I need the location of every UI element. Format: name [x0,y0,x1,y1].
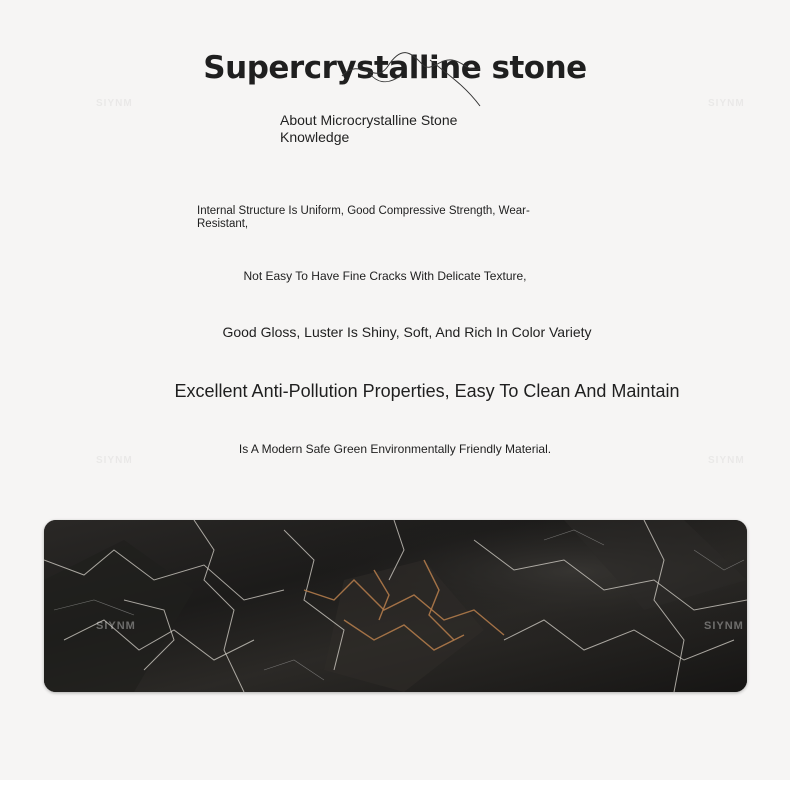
watermark-logo: SIYNM [708,98,745,109]
watermark-logo: SIYNM [96,455,133,466]
bottom-divider [0,780,790,786]
marble-stone-image [44,520,747,692]
watermark-logo: SIYNM [708,455,745,466]
feature-eco: Is A Modern Safe Green Environmentally Friendly Material. [238,442,552,456]
watermark-logo: SIYNM [96,98,133,109]
page-subtitle: About Microcrystalline Stone Knowledge [280,112,458,145]
watermark-logo: SIYNM [96,620,136,632]
feature-cracks-text: Not Easy To Have Fine Cracks With Delicate Texture, [243,269,527,283]
feature-anti-pollution-text: Excellent Anti-Pollution Properties, Easy To Clean And Maintain [174,381,680,401]
signature-icon [330,46,490,110]
feature-anti-pollution [0,381,790,402]
feature-cracks [0,269,790,283]
marble-texture-icon [44,520,747,692]
feature-gloss [0,324,790,340]
page-title: Supercrystalline stone [203,50,587,86]
watermark-logo: SIYNM [704,620,744,632]
feature-structure: Internal Structure Is Uniform, Good Compressive Strength, Wear-Resistant, [197,205,530,230]
feature-gloss-text: Good Gloss, Luster Is Shiny, Soft, And Rich In Color Variety [222,324,592,340]
